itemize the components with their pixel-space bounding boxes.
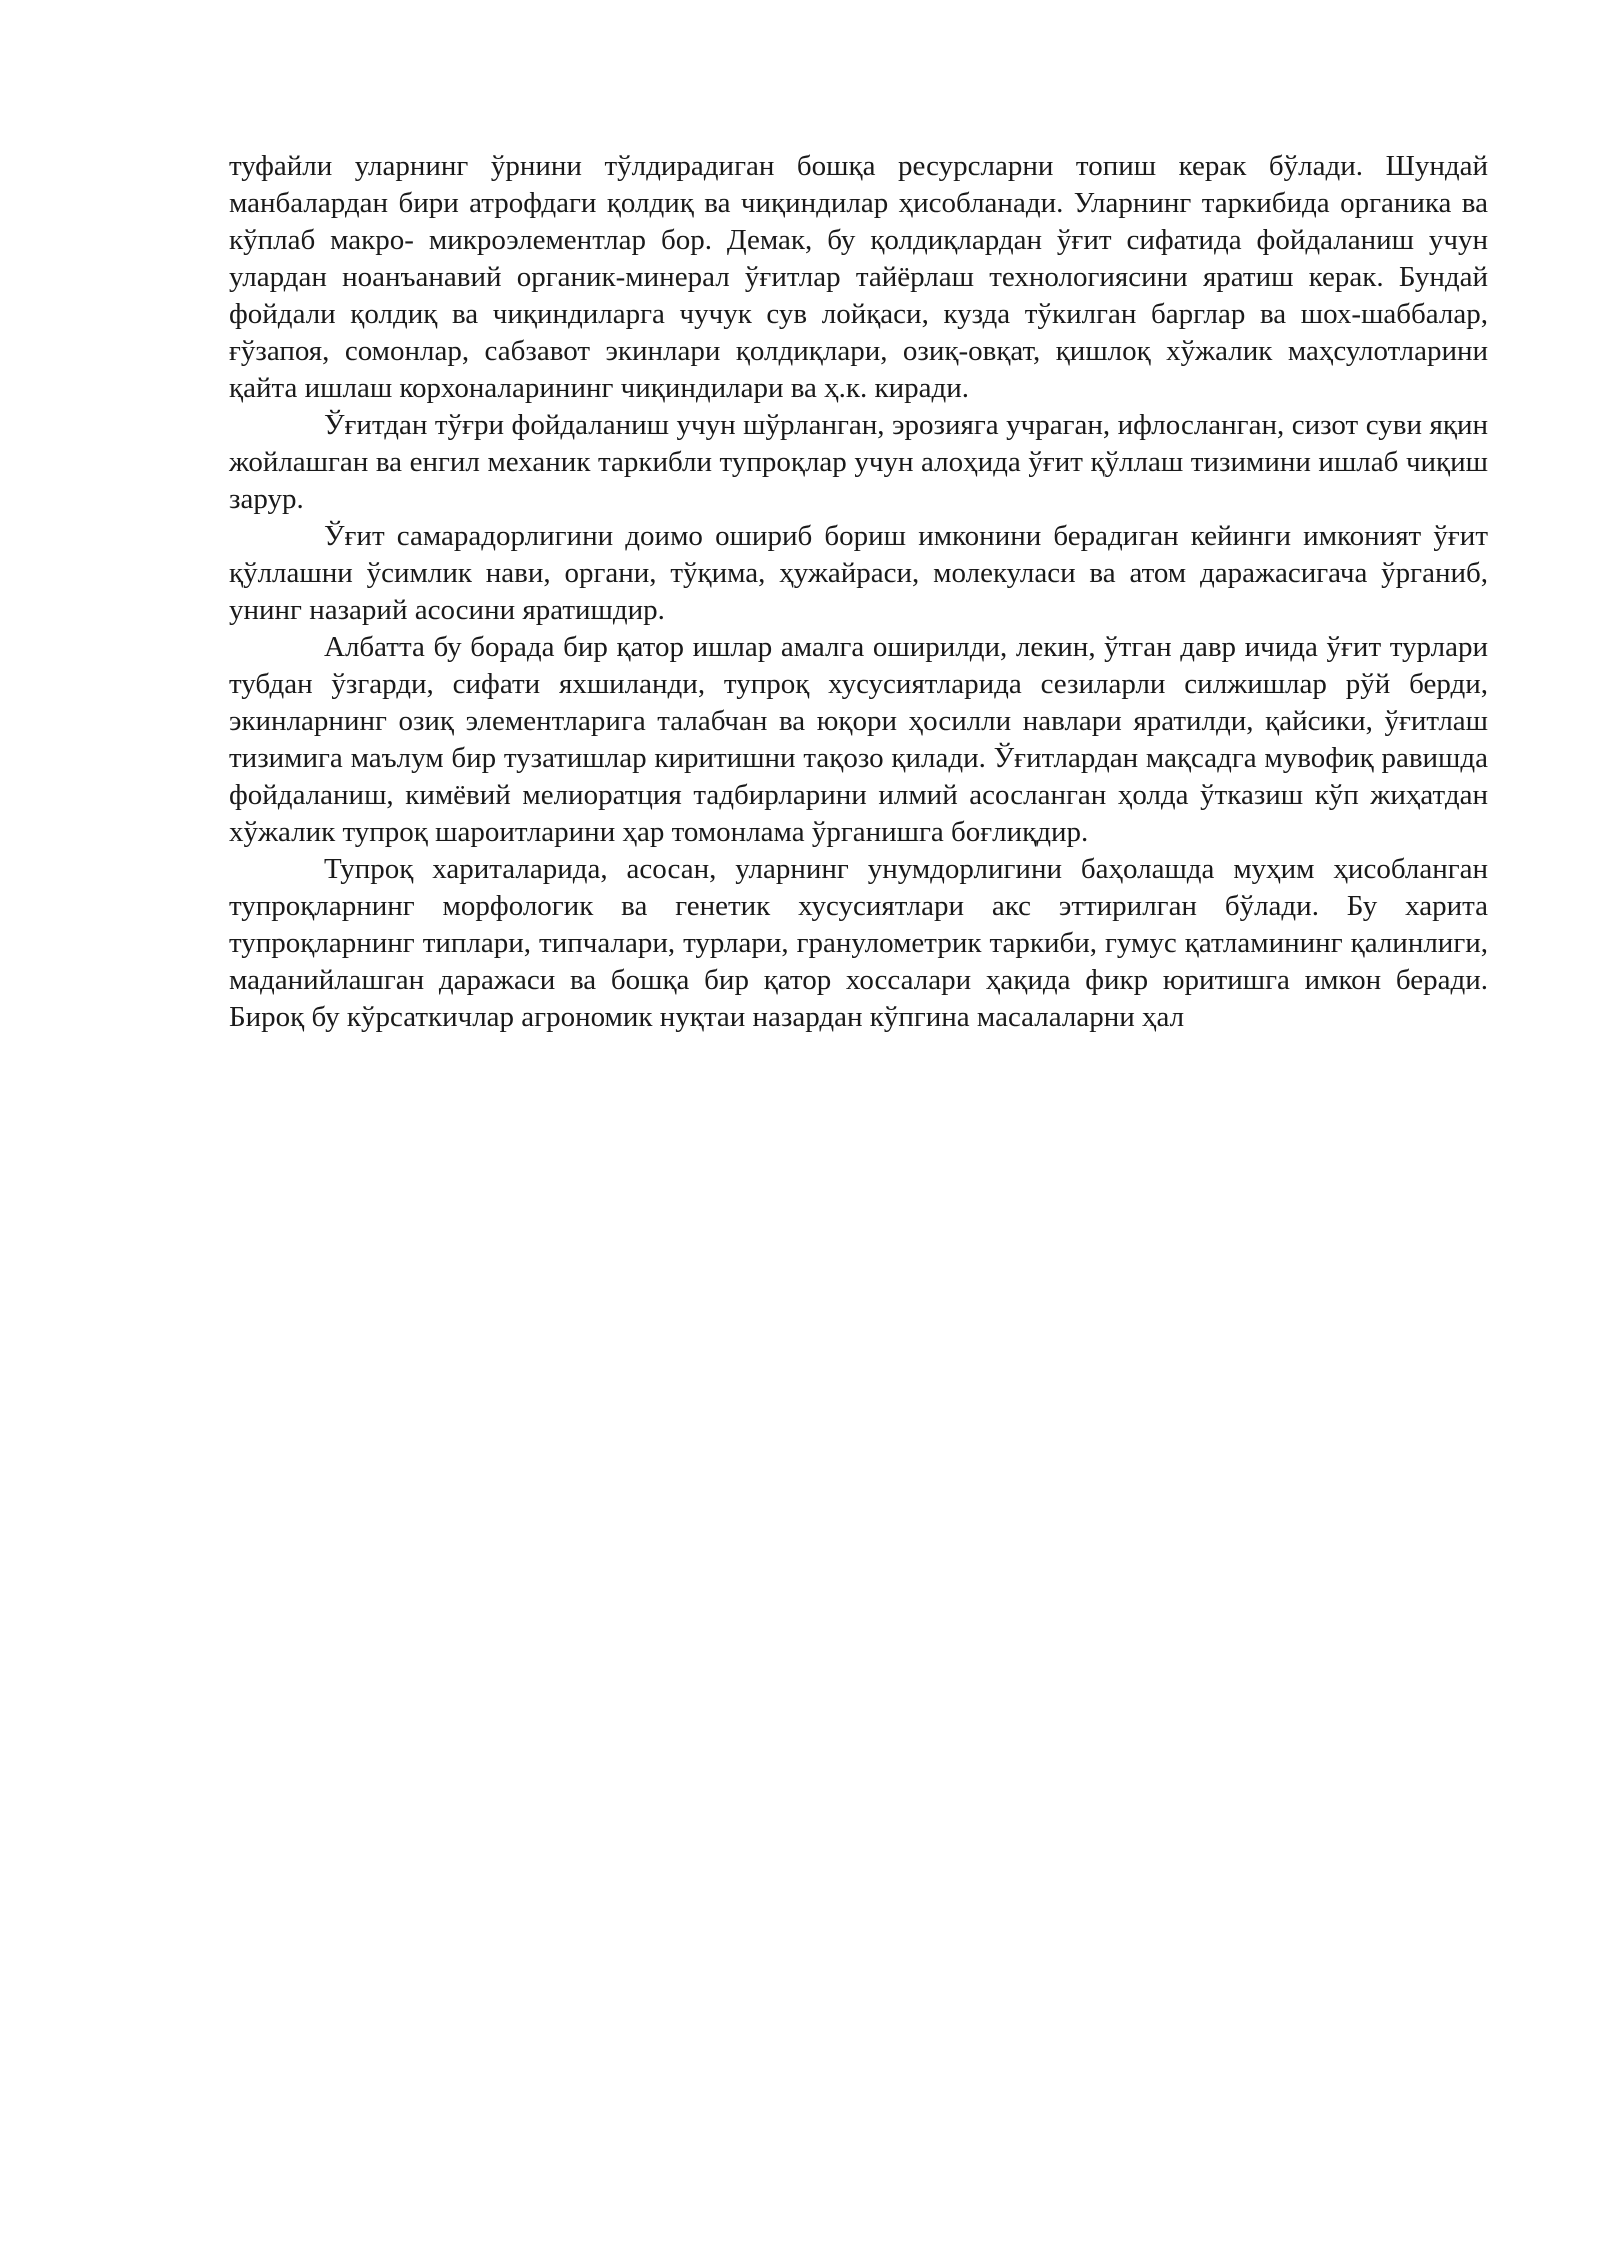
paragraph-3: Ўғит самарадорлигини доимо ошириб бориш имконини берадиган кейинги имконият ўғит қўллашни ўсимлик нави, органи, тўқима, ҳужайраси, молекуласи ва атом даражасигача ўрганиб, унинг назарий асосини яратишдир. <box>229 520 1488 626</box>
paragraph-4: Албатта бу борада бир қатор ишлар амалга оширилди, лекин, ўтган давр ичида ўғит турлари тубдан ўзгарди, сифати яхшиланди, тупроқ хусусиятларида сезиларли силжишлар рўй берди, экинларнинг озиқ элементларига талабчан ва юқори ҳосилли навлари яратилди, қайсики, ўғитлаш тизимига маълум бир тузатишлар киритишни тақозо қилади. Ўғитлардан мақсадга мувофиқ равишда фойдаланиш, кимёвий мелиоратция тадбирларини илмий асосланган ҳолда ўтказиш кўп жиҳатдан хўжалик тупроқ шароитларини ҳар томонлама ўрганишга боғлиқдир. <box>229 631 1488 848</box>
paragraph-2: Ўғитдан тўғри фойдаланиш учун шўрланган, эрозияга учраган, ифлосланган, сизот суви яқин жойлашган ва енгил механик таркибли тупроқлар учун алоҳида ўғит қўллаш тизимини ишлаб чиқиш зарур. <box>229 409 1488 515</box>
paragraph-5: Тупроқ хариталарида, асосан, уларнинг унумдорлигини баҳолашда муҳим ҳисобланган тупроқларнинг морфологик ва генетик хусусиятлари акс эттирилган бўлади. Бу харита тупроқларнинг типлари, типчалари, турлари, гранулометрик таркиби, гумус қатламининг қалинлиги, маданийлашган даражаси ва бошқа бир қатор хоссалари ҳақида фикр юритишга имкон беради. Бироқ бу кўрсаткичлар агрономик нуқтаи назардан кўпгина масалаларни ҳал <box>229 853 1488 1033</box>
document-page <box>229 148 1488 1036</box>
paragraph-1: туфайли уларнинг ўрнини тўлдирадиган бошқа ресурсларни топиш керак бўлади. Шундай манбалардан бири атрофдаги қолдиқ ва чиқиндилар ҳисобланади. Уларнинг таркибида органика ва кўплаб макро- микроэлементлар бор. Демак, бу қолдиқлардан ўғит сифатида фойдаланиш учун улардан ноанъанавий органик-минерал ўғитлар тайёрлаш технологиясини яратиш керак. Бундай фойдали қолдиқ ва чиқиндиларга чучук сув лойқаси, кузда тўкилган барглар ва шох-шаббалар, ғўзапоя, сомонлар, сабзавот экинлари қолдиқлари, озиқ-овқат, қишлоқ хўжалик маҳсулотларини қайта ишлаш корхоналарининг чиқиндилари ва ҳ.к. киради. <box>229 150 1488 404</box>
